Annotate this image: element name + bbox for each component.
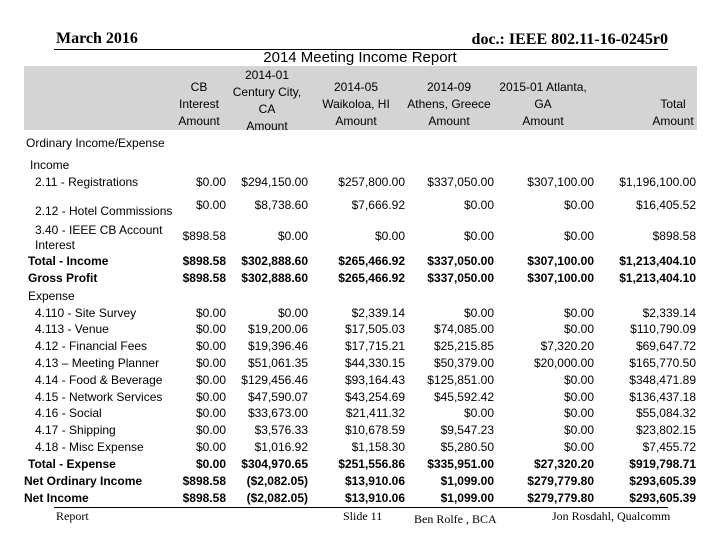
cell-value: $0.00 <box>563 373 594 387</box>
column-header-line: 2014-09 <box>426 80 472 94</box>
row-label: Gross Profit <box>28 271 98 285</box>
column-header-line: CA <box>258 102 276 116</box>
column-header-line: Amount <box>246 119 288 133</box>
cell-value: $0.00 <box>563 440 594 454</box>
cell-value: $251,556.86 <box>338 457 405 471</box>
cell-value: $0.00 <box>195 457 226 471</box>
cell-value: $25,215.85 <box>433 339 494 353</box>
column-header-line: 2014-01 <box>244 68 290 82</box>
cell-value: $0.00 <box>195 198 226 212</box>
row-label: Total - Income <box>28 254 109 268</box>
cell-value: $0.00 <box>195 423 226 437</box>
cell-value: $335,951.00 <box>427 457 494 471</box>
cell-value: $16,405.52 <box>635 198 696 212</box>
cell-value: $74,085.00 <box>433 322 494 336</box>
cell-value: $0.00 <box>277 229 308 243</box>
column-header-line: Amount <box>335 114 377 128</box>
cell-value: $5,280.50 <box>440 440 494 454</box>
cell-value: $13,910.06 <box>344 474 405 488</box>
column-header-line: Amount <box>522 114 564 128</box>
row-label: Expense <box>28 289 75 303</box>
cell-value: $898.58 <box>182 229 226 243</box>
column-header-line: Amount <box>178 114 220 128</box>
cell-value: $165,770.50 <box>629 356 696 370</box>
cell-value: ($2,082.05) <box>246 491 308 505</box>
cell-value: $0.00 <box>195 390 226 404</box>
cell-value: $1,213,404.10 <box>619 254 696 268</box>
cell-value: $125,851.00 <box>427 373 494 387</box>
cell-value: $0.00 <box>195 406 226 420</box>
cell-value: $337,050.00 <box>427 271 494 285</box>
row-label: 2.11 - Registrations <box>35 175 139 189</box>
cell-value: $337,050.00 <box>427 254 494 268</box>
cell-value: $304,970.65 <box>241 457 308 471</box>
column-header-line: Waikoloa, HI <box>322 97 390 111</box>
cell-value: $0.00 <box>195 322 226 336</box>
cell-value: $0.00 <box>563 306 594 320</box>
cell-value: $0.00 <box>277 306 308 320</box>
cell-value: $265,466.92 <box>338 271 405 285</box>
column-header-line: Century City, <box>232 85 302 99</box>
cell-value: $43,254.69 <box>344 390 405 404</box>
cell-value: $0.00 <box>463 229 494 243</box>
cell-value: $51,061.35 <box>247 356 308 370</box>
row-label: Total - Expense <box>28 457 116 471</box>
cell-value: $1,099.00 <box>440 474 494 488</box>
cell-value: $293,605.39 <box>629 491 696 505</box>
cell-value: $93,164.43 <box>344 373 405 387</box>
cell-value: $257,800.00 <box>338 175 405 189</box>
header-date: March 2016 <box>56 30 138 47</box>
cell-value: $7,666.92 <box>351 198 405 212</box>
cell-value: $0.00 <box>563 322 594 336</box>
cell-value: $1,099.00 <box>440 491 494 505</box>
cell-value: $0.00 <box>195 356 226 370</box>
column-header-line: Amount <box>652 114 694 128</box>
cell-value: $17,505.03 <box>344 322 405 336</box>
cell-value: $20,000.00 <box>533 356 594 370</box>
cell-value: $1,196,100.00 <box>619 175 696 189</box>
cell-value: $0.00 <box>195 306 226 320</box>
column-header-line: Athens, Greece <box>407 97 491 111</box>
cell-value: $0.00 <box>563 390 594 404</box>
cell-value: $19,396.46 <box>247 339 308 353</box>
cell-value: $265,466.92 <box>338 254 405 268</box>
cell-value: $294,150.00 <box>241 175 308 189</box>
cell-value: $919,798.71 <box>629 457 696 471</box>
cell-value: $279,779.80 <box>527 474 594 488</box>
column-header-line: CB <box>190 80 208 94</box>
cell-value: $2,339.14 <box>642 306 696 320</box>
cell-value: $0.00 <box>463 406 494 420</box>
cell-value: $307,100.00 <box>527 175 594 189</box>
row-label: Net Ordinary Income <box>24 474 143 488</box>
report-title: 2014 Meeting Income Report <box>263 49 457 66</box>
row-label: 4.14 - Food & Beverage <box>35 373 163 387</box>
cell-value: $348,471.89 <box>629 373 696 387</box>
column-header-line: Amount <box>428 114 470 128</box>
row-label: Income <box>30 158 70 172</box>
cell-value: $44,330.15 <box>344 356 405 370</box>
column-header-line: Total <box>660 97 686 111</box>
cell-value: $69,647.72 <box>635 339 696 353</box>
footer-slide-number: Slide 11 <box>343 509 383 523</box>
cell-value: $13,910.06 <box>344 491 405 505</box>
cell-value: $0.00 <box>563 406 594 420</box>
row-label: Ordinary Income/Expense <box>26 136 165 150</box>
cell-value: $0.00 <box>563 423 594 437</box>
cell-value: $0.00 <box>195 175 226 189</box>
cell-value: $19,200.06 <box>247 322 308 336</box>
cell-value: $1,213,404.10 <box>619 271 696 285</box>
cell-value: $293,605.39 <box>629 474 696 488</box>
cell-value: $8,738.60 <box>254 198 308 212</box>
row-label: Net Income <box>24 491 89 505</box>
cell-value: $45,592.42 <box>433 390 494 404</box>
cell-value: $898.58 <box>182 491 226 505</box>
cell-value: $302,888.60 <box>241 271 308 285</box>
column-header-line: GA <box>534 97 552 111</box>
cell-value: $47,590.07 <box>247 390 308 404</box>
row-label: 4.17 - Shipping <box>35 423 116 437</box>
cell-value: $55,084.32 <box>635 406 696 420</box>
column-header-line: Interest <box>178 97 220 111</box>
cell-value: $33,673.00 <box>247 406 308 420</box>
row-label: 2.12 - Hotel Commissions <box>35 204 173 218</box>
cell-value: $17,715.21 <box>344 339 405 353</box>
column-header-line: 2015-01 Atlanta, <box>499 80 587 94</box>
row-label: 4.113 - Venue <box>35 322 109 336</box>
column-header-line: 2014-05 <box>333 80 379 94</box>
column-header-6 <box>613 96 720 130</box>
cell-value: $0.00 <box>195 440 226 454</box>
cell-value: $50,379.00 <box>433 356 494 370</box>
footer-report: Report <box>56 509 89 523</box>
cell-value: $136,437.18 <box>629 390 696 404</box>
cell-value: $21,411.32 <box>345 406 405 420</box>
row-label: 4.13 – Meeting Planner <box>35 356 160 370</box>
row-label: 4.18 - Misc Expense <box>35 440 144 454</box>
cell-value: $307,100.00 <box>527 254 594 268</box>
cell-value: $0.00 <box>195 339 226 353</box>
column-header-5 <box>483 79 603 130</box>
footer-author-2: Jon Rosdahl, Qualcomm <box>552 509 671 523</box>
cell-value: $1,158.30 <box>351 440 405 454</box>
cell-value: $10,678.59 <box>344 423 405 437</box>
cell-value: $898.58 <box>182 271 226 285</box>
cell-value: $898.58 <box>182 254 226 268</box>
cell-value: $0.00 <box>563 198 594 212</box>
cell-value: $307,100.00 <box>527 271 594 285</box>
row-label-continued: Interest <box>35 238 76 252</box>
cell-value: $898.58 <box>652 229 696 243</box>
row-label: 4.110 - Site Survey <box>35 306 137 320</box>
cell-value: $7,455.72 <box>642 440 696 454</box>
cell-value: $2,339.14 <box>351 306 405 320</box>
footer-author-1: Ben Rolfe , BCA <box>414 512 497 526</box>
cell-value: $0.00 <box>563 229 594 243</box>
cell-value: $7,320.20 <box>540 339 594 353</box>
cell-value: $0.00 <box>463 306 494 320</box>
cell-value: $27,320.20 <box>533 457 594 471</box>
row-label: 4.12 - Financial Fees <box>35 339 148 353</box>
cell-value: $3,576.33 <box>254 423 308 437</box>
row-label: 4.15 - Network Services <box>35 390 163 404</box>
cell-value: $0.00 <box>463 198 494 212</box>
cell-value: ($2,082.05) <box>246 474 308 488</box>
cell-value: $279,779.80 <box>527 491 594 505</box>
cell-value: $898.58 <box>182 474 226 488</box>
footer-rule <box>54 507 668 508</box>
cell-value: $0.00 <box>374 229 405 243</box>
header-doc-id: doc.: IEEE 802.11-16-0245r0 <box>471 31 668 48</box>
cell-value: $9,547.23 <box>440 423 494 437</box>
row-label: 3.40 - IEEE CB Account <box>35 223 163 237</box>
row-label: 4.16 - Social <box>35 406 102 420</box>
cell-value: $302,888.60 <box>241 254 308 268</box>
cell-value: $23,802.15 <box>635 423 696 437</box>
cell-value: $1,016.92 <box>254 440 308 454</box>
cell-value: $0.00 <box>195 373 226 387</box>
cell-value: $337,050.00 <box>427 175 494 189</box>
cell-value: $129,456.46 <box>241 373 308 387</box>
cell-value: $110,790.09 <box>630 322 696 336</box>
